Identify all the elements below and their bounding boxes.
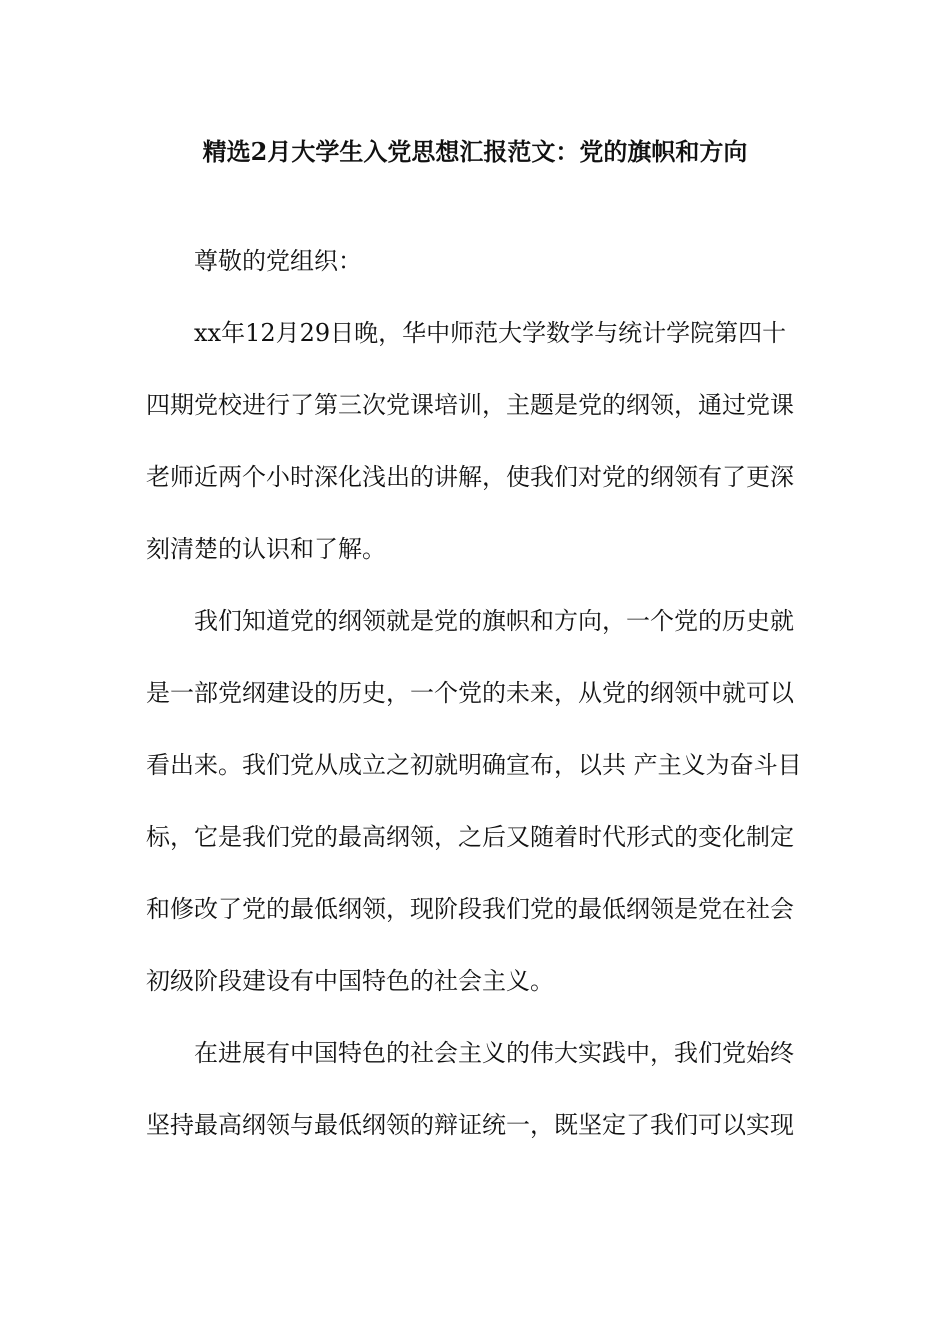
paragraph-line: 坚持最高纲领与最低纲领的辩证统一，既坚定了我们可以实现 xyxy=(146,1111,794,1139)
paragraph-line: 初级阶段建设有中国特色的社会主义。 xyxy=(146,967,554,995)
paragraph-line: 我们知道党的纲领就是党的旗帜和方向，一个党的历史就 xyxy=(194,607,794,635)
document-body xyxy=(146,225,806,1161)
paragraph-salutation xyxy=(146,225,806,297)
paragraph-line: 标，它是我们党的最高纲领，之后又随着时代形式的变化制定 xyxy=(146,823,794,851)
paragraph-line: 尊敬的党组织： xyxy=(194,247,362,275)
paragraph-line: 刻清楚的认识和了解。 xyxy=(146,535,386,563)
paragraph-3 xyxy=(146,1017,806,1161)
paragraph-line: 是一部党纲建设的历史，一个党的未来，从党的纲领中就可以 xyxy=(146,679,794,707)
paragraph-2 xyxy=(146,585,806,1017)
paragraph-line: 在进展有中国特色的社会主义的伟大实践中，我们党始终 xyxy=(194,1039,794,1067)
document-title: 精选2月大学生入党思想汇报范文：党的旗帜和方向 xyxy=(202,137,748,166)
paragraph-line: 四期党校进行了第三次党课培训，主题是党的纲领，通过党课 xyxy=(146,391,794,419)
paragraph-1 xyxy=(146,297,806,585)
paragraph-line: xx年12月29日晚，华中师范大学数学与统计学院第四十 xyxy=(194,319,787,347)
paragraph-line: 和修改了党的最低纲领，现阶段我们党的最低纲领是党在社会 xyxy=(146,895,794,923)
paragraph-line: 老师近两个小时深化浅出的讲解，使我们对党的纲领有了更深 xyxy=(146,463,794,491)
paragraph-line: 看出来。我们党从成立之初就明确宣布，以共 产主义为奋斗目 xyxy=(146,751,802,779)
